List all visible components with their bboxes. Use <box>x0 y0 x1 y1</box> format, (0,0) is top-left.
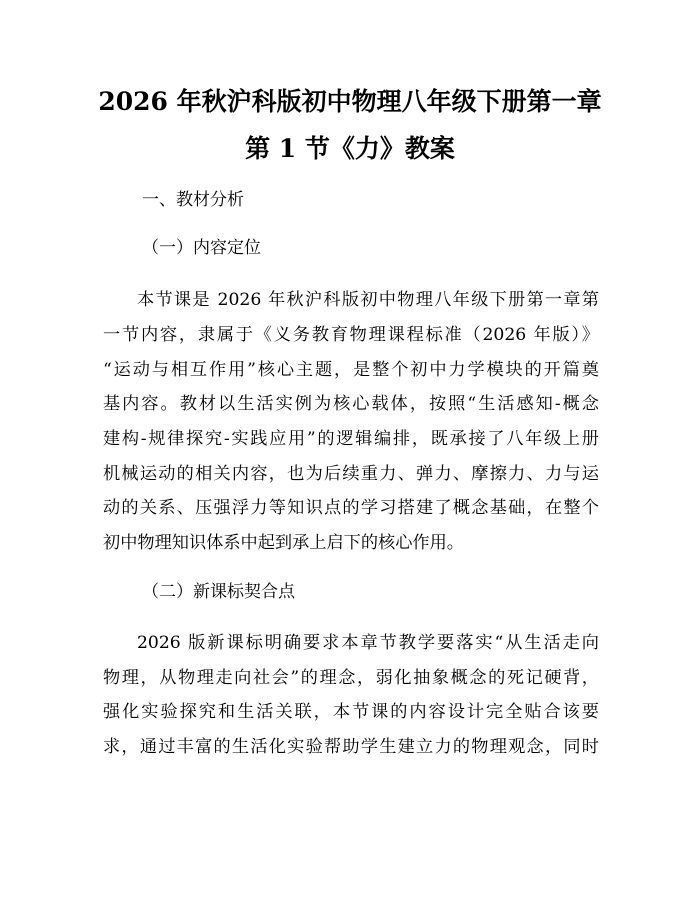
paragraph-line: 2026 版新课标明确要求本章节教学要落实“从生活走向 <box>137 633 599 653</box>
paragraph-line: 本节课是 2026 年秋沪科版初中物理八年级下册第一章第 <box>137 290 599 310</box>
document-title-line-1: 2026 年秋沪科版初中物理八年级下册第一章 <box>98 87 602 116</box>
paragraph-line: 一节内容，隶属于《义务教育物理课程标准（2026 年版）》 <box>103 325 599 345</box>
subsection-heading-curriculum: （二）新课标契合点 <box>142 582 295 602</box>
paragraph-line: “运动与相互作用”核心主题，是整个初中力学模块的开篇奠 <box>103 360 599 380</box>
paragraph-line: 基内容。教材以生活实例为核心载体，按照“生活感知-概念 <box>103 394 599 414</box>
subsection-heading-positioning: （一）内容定位 <box>142 238 261 258</box>
paragraph-line: 强化实验探究和生活关联，本节课的内容设计完全贴合该要 <box>103 702 599 722</box>
paragraph-line: 物理，从物理走向社会”的理念，弱化抽象概念的死记硬背， <box>103 668 599 688</box>
paragraph-line: 建构-规律探究-实践应用”的逻辑编排，既承接了八年级上册 <box>103 429 599 449</box>
paragraph-line: 求，通过丰富的生活化实验帮助学生建立力的物理观念，同时 <box>103 737 599 757</box>
document-title-line-2: 第 1 节《力》教案 <box>245 134 455 163</box>
paragraph-line: 动的关系、压强浮力等知识点的学习搭建了概念基础，在整个 <box>103 498 599 518</box>
paragraph-line: 初中物理知识体系中起到承上启下的核心作用。 <box>103 533 464 553</box>
paragraph-line: 机械运动的相关内容，也为后续重力、弹力、摩擦力、力与运 <box>103 464 599 484</box>
section-heading-analysis: 一、教材分析 <box>142 190 244 210</box>
